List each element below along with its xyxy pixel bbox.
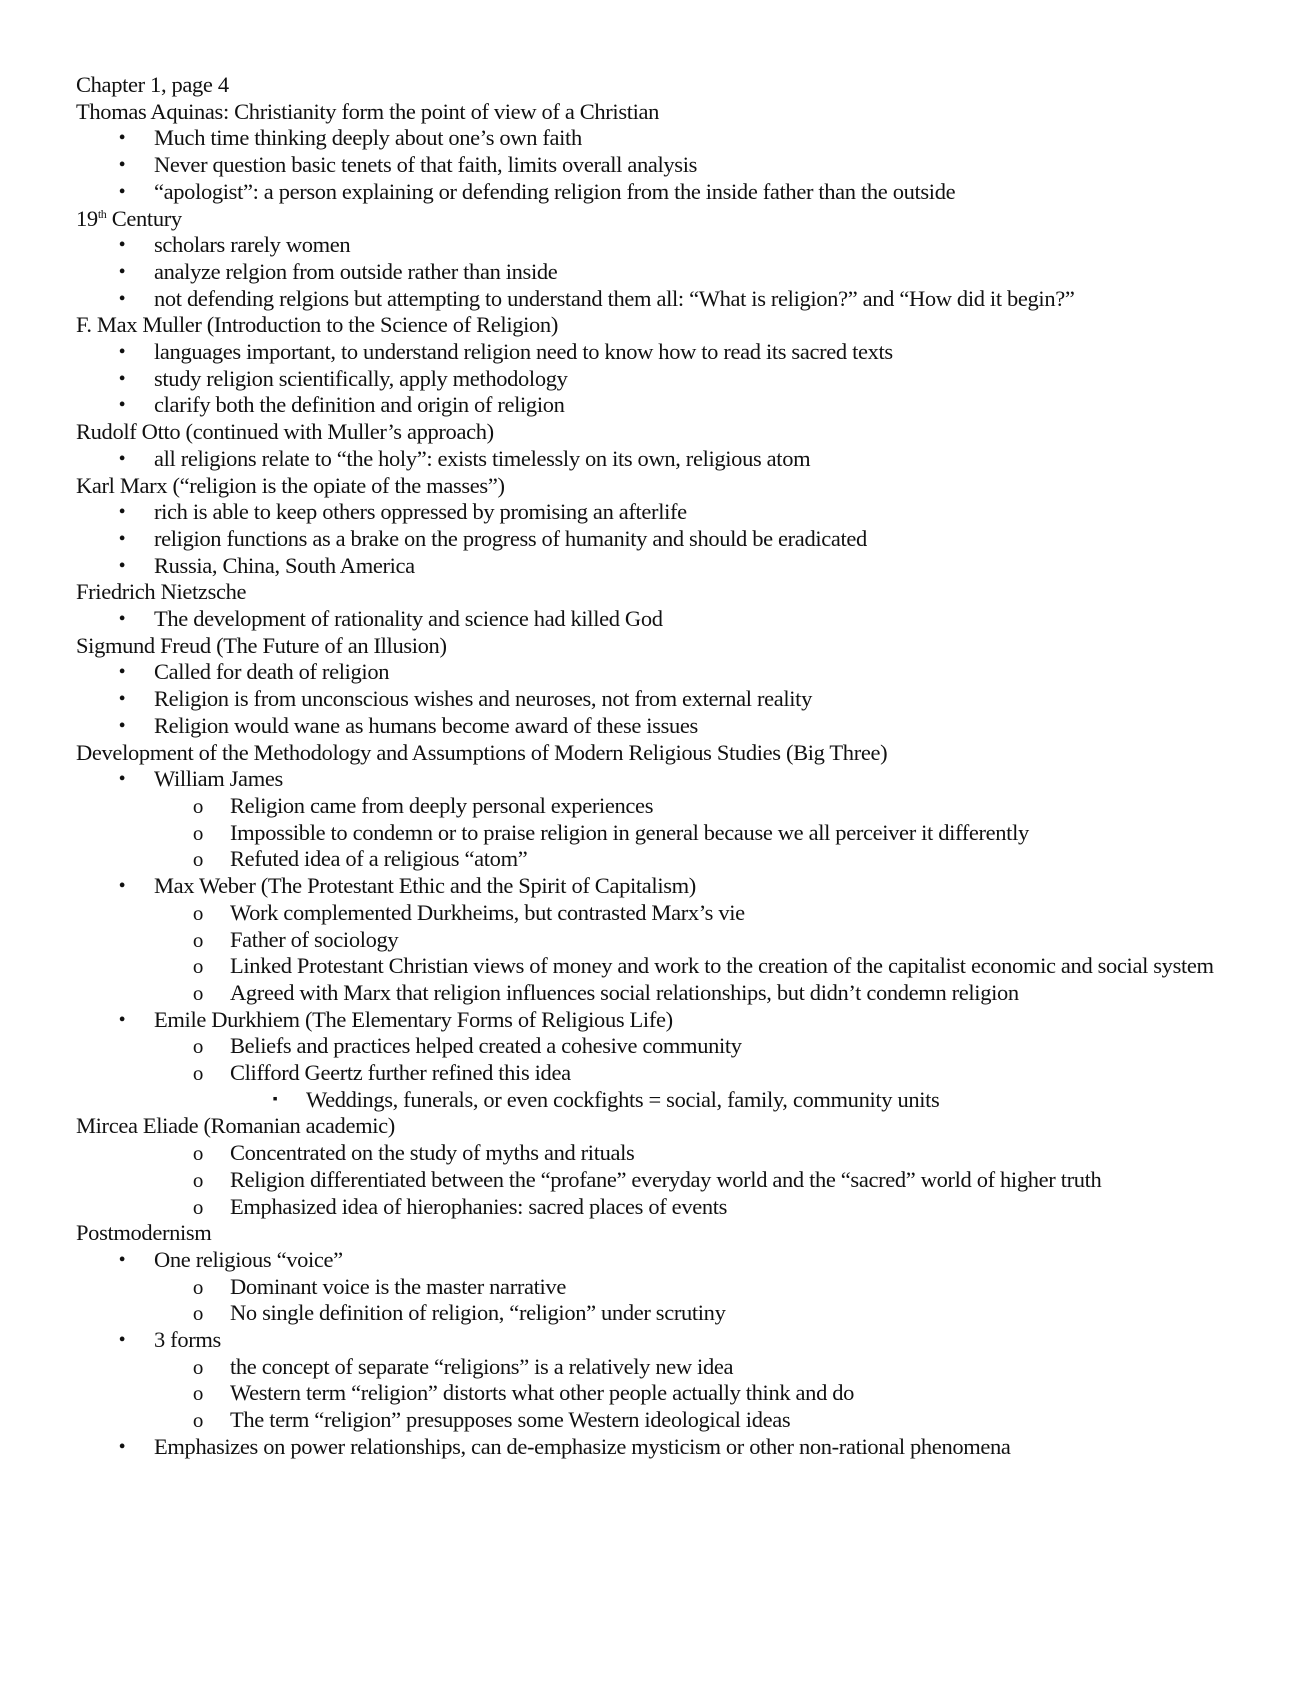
sub-list-item: o Work complemented Durkheims, but contrasted Marx’s vie xyxy=(76,900,1266,927)
list-item: • not defending relgions but attempting to understand them all: “What is religion?” and “How did it begin?” xyxy=(76,286,1266,313)
bullet-icon: • xyxy=(118,234,126,257)
list-item: • Emphasizes on power relationships, can de-emphasize mysticism or other non-rational phenomena xyxy=(76,1434,1266,1461)
sub-list-item: o Religion differentiated between the “profane” everyday world and the “sacred” world of higher truth xyxy=(76,1167,1266,1194)
section-heading-aquinas: Thomas Aquinas: Christianity form the point of view of a Christian xyxy=(76,98,660,124)
circle-bullet-icon: o xyxy=(192,927,204,952)
list-item: • Religion would wane as humans become award of these issues xyxy=(76,713,1266,740)
circle-bullet-icon: o xyxy=(192,954,204,979)
list-item: • rich is able to keep others oppressed by promising an afterlife xyxy=(76,499,1266,526)
bullet-icon: • xyxy=(118,527,126,550)
sub-list-item: o No single definition of religion, “religion” under scrutiny xyxy=(76,1300,1266,1327)
list-item: • One religious “voice” xyxy=(76,1247,1266,1274)
sub-list-item: o Father of sociology xyxy=(76,927,1266,954)
sub-list-item: o Emphasized idea of hierophanies: sacred places of events xyxy=(76,1194,1266,1221)
bullet-icon: • xyxy=(118,688,126,711)
circle-bullet-icon: o xyxy=(192,1354,204,1379)
bullet-icon: • xyxy=(118,661,126,684)
sub-list-item: o the concept of separate “religions” is a relatively new idea xyxy=(76,1354,1266,1381)
sub-list-item: o Concentrated on the study of myths and rituals xyxy=(76,1140,1266,1167)
bullet-icon: • xyxy=(118,180,126,203)
circle-bullet-icon: o xyxy=(192,900,204,925)
list-item: • languages important, to understand religion need to know how to read its sacred texts xyxy=(76,339,1266,366)
bullet-icon: • xyxy=(118,1435,126,1458)
list-item: • clarify both the definition and origin of religion xyxy=(76,392,1266,419)
list-item: • Called for death of religion xyxy=(76,659,1266,686)
document-page xyxy=(76,72,1266,1461)
section-heading-19th-century: 19th Century xyxy=(76,205,182,231)
bullet-icon: • xyxy=(118,1248,126,1271)
list-item: • all religions relate to “the holy”: exists timelessly on its own, religious atom xyxy=(76,446,1266,473)
sub-list-item: o Linked Protestant Christian views of money and work to the creation of the capitalist economic and social system xyxy=(76,953,1266,980)
bullet-icon: • xyxy=(118,127,126,150)
circle-bullet-icon: o xyxy=(192,1274,204,1299)
list-item: • scholars rarely women xyxy=(76,232,1266,259)
circle-bullet-icon: o xyxy=(192,847,204,872)
sub-list-item: o Refuted idea of a religious “atom” xyxy=(76,846,1266,873)
bullet-icon: • xyxy=(118,447,126,470)
circle-bullet-icon: o xyxy=(192,980,204,1005)
list-item: • Never question basic tenets of that faith, limits overall analysis xyxy=(76,152,1266,179)
bullet-icon: • xyxy=(118,714,126,737)
list-item: • Max Weber (The Protestant Ethic and the Spirit of Capitalism) xyxy=(76,873,1266,900)
section-heading-otto: Rudolf Otto (continued with Muller’s approach) xyxy=(76,419,494,445)
bullet-icon: • xyxy=(118,260,126,283)
list-item: • William James xyxy=(76,766,1266,793)
circle-bullet-icon: o xyxy=(192,1167,204,1192)
bullet-icon: • xyxy=(118,608,126,631)
list-item: • Russia, China, South America xyxy=(76,553,1266,580)
circle-bullet-icon: o xyxy=(192,1194,204,1219)
sub-list-item: o Impossible to condemn or to praise religion in general because we all perceiver it differently xyxy=(76,820,1266,847)
circle-bullet-icon: o xyxy=(192,1034,204,1059)
bullet-icon: • xyxy=(118,554,126,577)
square-bullet-icon: ▪ xyxy=(272,1091,278,1107)
section-heading-freud: Sigmund Freud (The Future of an Illusion) xyxy=(76,632,447,658)
bullet-icon: • xyxy=(118,287,126,310)
list-item: • religion functions as a brake on the progress of humanity and should be eradicated xyxy=(76,526,1266,553)
list-item: • Much time thinking deeply about one’s own faith xyxy=(76,125,1266,152)
section-heading-eliade: Mircea Eliade (Romanian academic) xyxy=(76,1113,395,1139)
sub-list-item: o Religion came from deeply personal experiences xyxy=(76,793,1266,820)
sub-list-item: o Western term “religion” distorts what other people actually think and do xyxy=(76,1380,1266,1407)
list-item: • Religion is from unconscious wishes and neuroses, not from external reality xyxy=(76,686,1266,713)
list-item: • “apologist”: a person explaining or defending religion from the inside father than the outside xyxy=(76,179,1266,206)
list-item: • The development of rationality and science had killed God xyxy=(76,606,1266,633)
circle-bullet-icon: o xyxy=(192,1301,204,1326)
sub-list-item: o Dominant voice is the master narrative xyxy=(76,1274,1266,1301)
list-item: • 3 forms xyxy=(76,1327,1266,1354)
bullet-icon: • xyxy=(118,875,126,898)
section-heading-big-three: Development of the Methodology and Assumptions of Modern Religious Studies (Big Three) xyxy=(76,739,888,765)
list-item: • analyze relgion from outside rather than inside xyxy=(76,259,1266,286)
sub-list-item: o Clifford Geertz further refined this idea xyxy=(76,1060,1266,1087)
bullet-icon: • xyxy=(118,1008,126,1031)
page-title: Chapter 1, page 4 xyxy=(76,72,229,97)
bullet-icon: • xyxy=(118,394,126,417)
section-heading-marx: Karl Marx (“religion is the opiate of the masses”) xyxy=(76,472,505,498)
bullet-icon: • xyxy=(118,768,126,791)
list-item: • Emile Durkhiem (The Elementary Forms of Religious Life) xyxy=(76,1007,1266,1034)
bullet-icon: • xyxy=(118,367,126,390)
sub-list-item: o Agreed with Marx that religion influences social relationships, but didn’t condemn religion xyxy=(76,980,1266,1007)
sub-list-item: o The term “religion” presupposes some Western ideological ideas xyxy=(76,1407,1266,1434)
circle-bullet-icon: o xyxy=(192,1061,204,1086)
bullet-icon: • xyxy=(118,341,126,364)
section-heading-postmodernism: Postmodernism xyxy=(76,1220,212,1246)
circle-bullet-icon: o xyxy=(192,793,204,818)
bullet-icon: • xyxy=(118,154,126,177)
section-heading-nietzsche: Friedrich Nietzsche xyxy=(76,579,247,605)
circle-bullet-icon: o xyxy=(192,1408,204,1433)
bullet-icon: • xyxy=(118,501,126,524)
circle-bullet-icon: o xyxy=(192,1141,204,1166)
circle-bullet-icon: o xyxy=(192,1381,204,1406)
circle-bullet-icon: o xyxy=(192,820,204,845)
sub-list-item: o Beliefs and practices helped created a cohesive community xyxy=(76,1033,1266,1060)
list-item: • study religion scientifically, apply methodology xyxy=(76,366,1266,393)
bullet-icon: • xyxy=(118,1329,126,1352)
section-heading-muller: F. Max Muller (Introduction to the Science of Religion) xyxy=(76,312,558,338)
sub-sub-list-item: ▪ Weddings, funerals, or even cockfights = social, family, community units xyxy=(76,1087,1266,1114)
